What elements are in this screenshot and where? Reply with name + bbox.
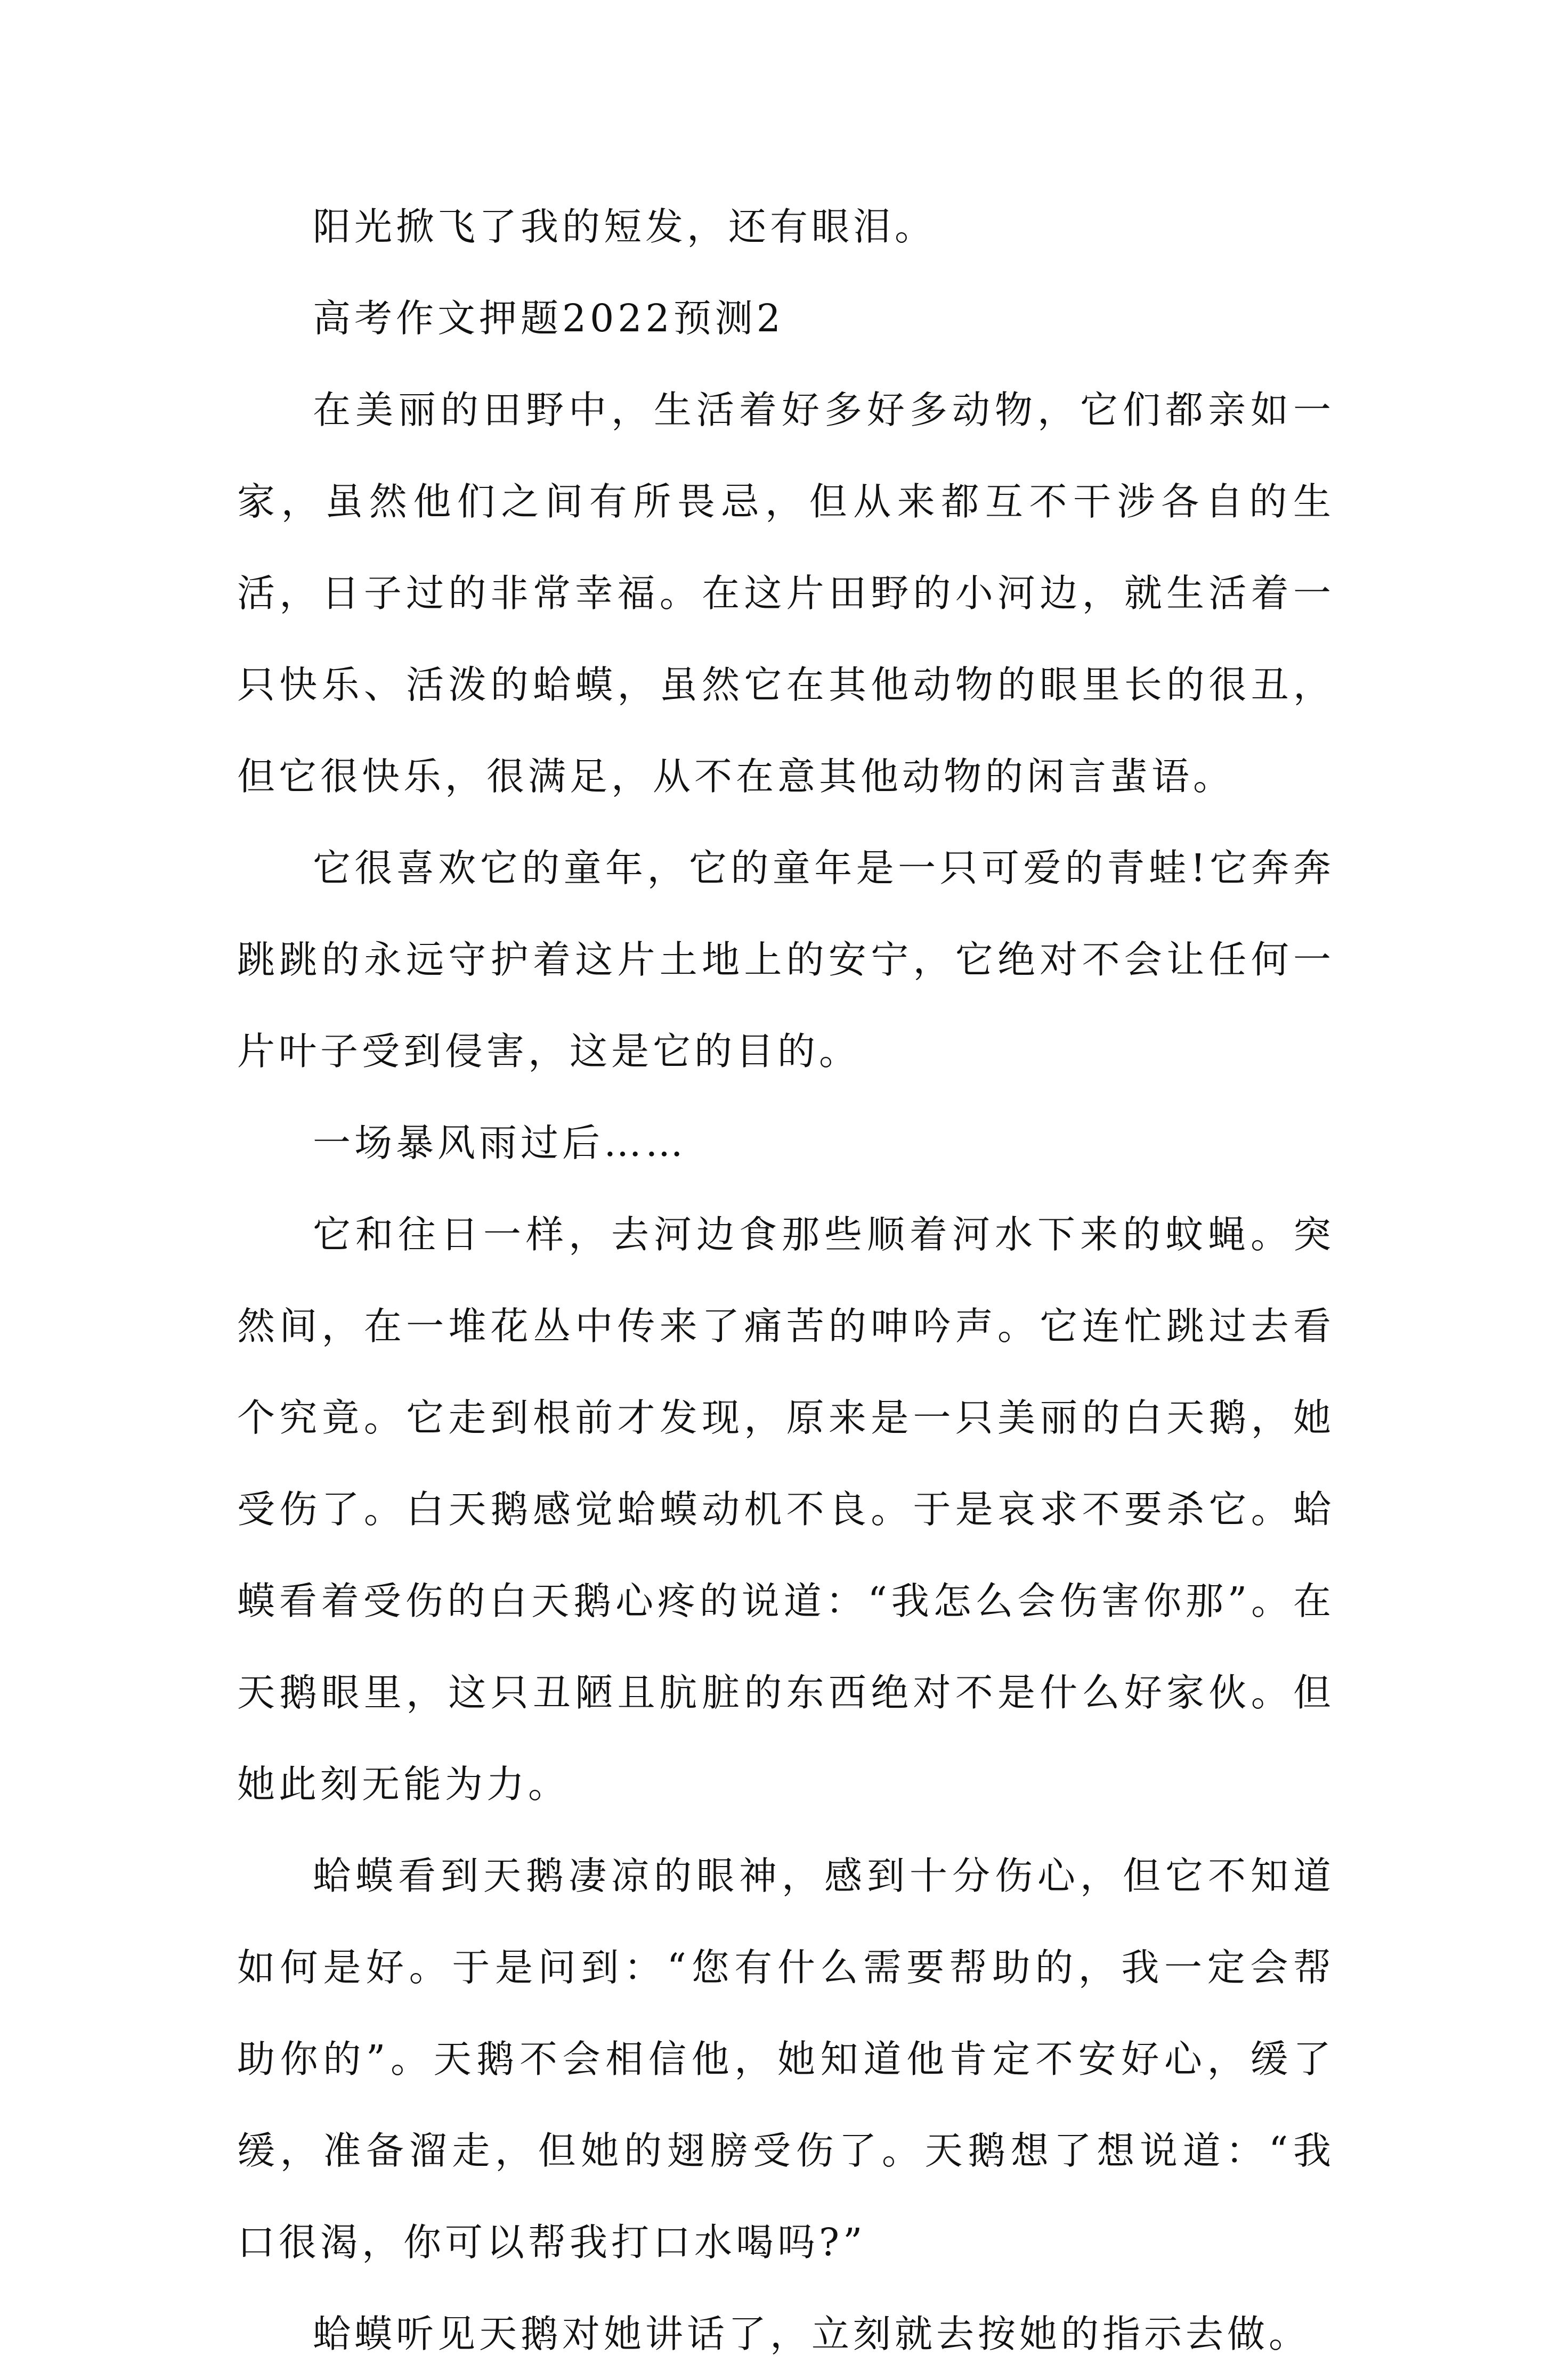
paragraph-2: 在美丽的田野中，生活着好多好多动物，它们都亲如一家，虽然他们之间有所畏忌，但从来都互不干涉各自的生活，日子过的非常幸福。在这片田野的小河边，就生活着一只快乐、活泼的蛤蟆，虽然它在其他动物的眼里长的很丑，但它很快乐，很满足，从不在意其他动物的闲言蜚语。 (237, 388, 1335, 798)
paragraph-3: 它很喜欢它的童年，它的童年是一只可爱的青蛙!它奔奔跳跳的永远守护着这片土地上的安宁，它绝对不会让任何一片叶子受到侵害，这是它的目的。 (237, 846, 1335, 1073)
paragraph-5: 它和往日一样，去河边食那些顺着河水下来的蚊蝇。突然间，在一堆花丛中传来了痛苦的呻吟声。它连忙跳过去看个究竟。它走到根前才发现，原来是一只美丽的白天鹅，她受伤了。白天鹅感觉蛤蟆动机不良。于是哀求不要杀它。蛤蟆看着受伤的白天鹅心疼的说道：“我怎么会伤害你那”。在天鹅眼里，这只丑陋且肮脏的东西绝对不是什么好家伙。但她此刻无能为力。 (237, 1212, 1335, 1806)
section-heading: 高考作文押题2022预测2 (313, 296, 784, 340)
paragraph-7: 蛤蟆听见天鹅对她讲话了，立刻就去按她的指示去做。 (313, 2312, 1311, 2356)
paragraph-1: 阳光掀飞了我的短发，还有眼泪。 (313, 205, 937, 249)
document-body (237, 181, 1335, 2380)
paragraph-6: 蛤蟆看到天鹅凄凉的眼神，感到十分伤心，但它不知道如何是好。于是问到：“您有什么需要帮助的，我一定会帮助你的”。天鹅不会相信他，她知道他肯定不安好心，缓了缓，准备溜走，但她的翅膀受伤了。天鹅想了想说道：“我口很渴，你可以帮我打口水喝吗?” (237, 1854, 1335, 2264)
paragraph-4: 一场暴风雨过后…… (313, 1121, 687, 1165)
